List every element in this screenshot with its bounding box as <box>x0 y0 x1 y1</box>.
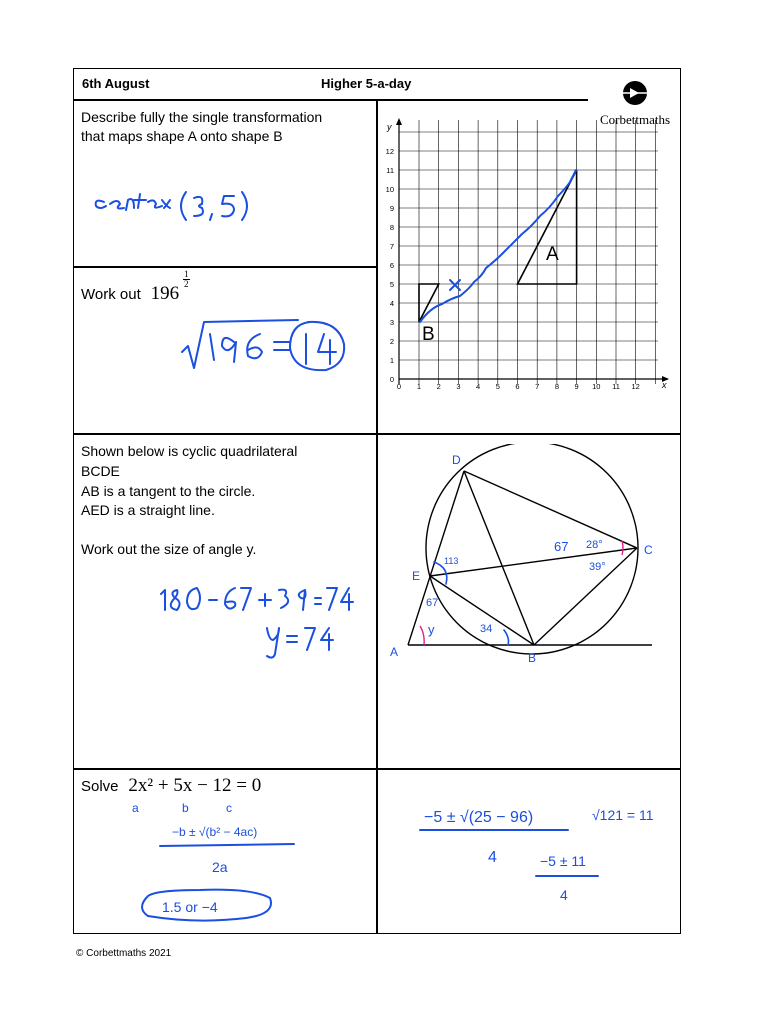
y-tick-2: 2 <box>389 337 394 346</box>
hand-sqrt-121: √121 = 11 <box>592 807 654 823</box>
y-tick-12: 12 <box>385 147 394 156</box>
q4-equation: 2x² + 5x − 12 = 0 <box>128 775 262 796</box>
y-axis-arrow <box>396 118 402 125</box>
angle-39-label: 39° <box>589 561 606 573</box>
hand-right2-top: −5 ± 11 <box>540 853 586 869</box>
q2-question <box>81 269 190 304</box>
angle-28-label: 28° <box>586 539 603 551</box>
angle-arc-b <box>504 630 509 645</box>
q1-question-line1: Describe fully the single transformation <box>81 109 323 125</box>
q2-base: 196 <box>150 283 180 304</box>
x-axis-label: x <box>662 380 667 390</box>
point-a-label: A <box>390 645 399 659</box>
q2-exponent <box>183 270 190 289</box>
point-c-label: C <box>644 543 653 557</box>
chord-ec <box>430 548 637 576</box>
q4-prefix: Solve <box>81 778 119 795</box>
worksheet-title: Higher 5-a-day <box>321 76 412 91</box>
y-tick-0: 0 <box>389 375 394 384</box>
footer <box>76 948 171 959</box>
x-tick-12: 12 <box>631 382 640 391</box>
row-divider-1 <box>74 266 376 268</box>
x-tick-11: 11 <box>612 382 620 391</box>
x-tick-9: 9 <box>574 382 579 391</box>
y-tick-9: 9 <box>389 204 394 213</box>
hand-34: 34 <box>480 623 493 635</box>
q4-handwritten-working-right <box>380 790 680 910</box>
q1-question-line2: that maps shape A onto shape B <box>81 128 283 144</box>
angle-arc-c <box>622 541 623 555</box>
hand-coeff-b: b <box>182 801 189 815</box>
point-d-label: D <box>452 453 461 467</box>
hand-67-at-e: 67 <box>426 597 439 609</box>
x-tick-1: 1 <box>416 382 422 391</box>
hand-coeff-a: a <box>132 801 139 815</box>
q1-handwritten-answer <box>90 188 290 238</box>
y-axis-label: y <box>387 122 392 132</box>
y-tick-8: 8 <box>389 223 394 232</box>
q3-line5: Work out the size of angle y. <box>81 541 257 557</box>
hand-formula-top: −b ± √(b² − 4ac) <box>172 825 258 839</box>
x-tick-5: 5 <box>495 382 500 391</box>
x-tick-2: 2 <box>436 382 441 391</box>
x-tick-3: 3 <box>456 382 461 391</box>
q2-handwritten-answer <box>178 316 368 386</box>
copyright-icon: © <box>76 948 84 959</box>
worksheet-date: 6th August <box>82 76 150 91</box>
hand-formula-bottom: 2a <box>212 859 228 875</box>
y-tick-1: 1 <box>389 356 394 365</box>
angle-arc-a <box>420 626 424 645</box>
circle <box>426 444 638 654</box>
cyclic-quadrilateral-diagram <box>378 444 678 674</box>
q4-handwritten-working <box>76 790 376 940</box>
coordinate-grid <box>378 108 678 408</box>
hand-answer: 1.5 or −4 <box>162 899 218 915</box>
y-tick-3: 3 <box>389 318 394 327</box>
hand-y: y <box>428 622 435 637</box>
header-rule <box>74 99 588 101</box>
hand-right-bottom: 4 <box>488 849 497 866</box>
shape-a-label: A <box>546 244 559 265</box>
y-tick-5: 5 <box>389 280 394 289</box>
hand-67-at-c: 67 <box>554 539 569 554</box>
x-tick-7: 7 <box>535 382 540 391</box>
hand-coeff-c: c <box>226 801 232 815</box>
x-tick-6: 6 <box>515 382 520 391</box>
q3-line4: AED is a straight line. <box>81 502 215 518</box>
q3-line1: Shown below is cyclic quadrilateral <box>81 443 298 459</box>
y-tick-6: 6 <box>389 261 394 270</box>
row-divider-3 <box>74 768 681 770</box>
y-tick-11: 11 <box>386 166 394 175</box>
q3-handwritten-working <box>155 578 355 668</box>
y-tick-7: 7 <box>389 242 394 251</box>
q2-exponent-denominator: 2 <box>184 279 189 289</box>
hand-formula-bar <box>160 844 294 846</box>
y-tick-4: 4 <box>389 299 394 308</box>
logo-wordmark: Corbettmaths <box>599 112 671 127</box>
q3-line3: AB is a tangent to the circle. <box>81 483 256 499</box>
point-b-label: B <box>528 651 537 665</box>
x-tick-4: 4 <box>476 382 481 391</box>
hand-right2-bottom: 4 <box>560 887 568 903</box>
x-tick-8: 8 <box>554 382 559 391</box>
footer-text: Corbettmaths 2021 <box>86 948 172 959</box>
logo-icon <box>620 80 650 106</box>
row-divider-2 <box>74 433 681 435</box>
shape-b-label: B <box>422 324 435 345</box>
x-tick-10: 10 <box>592 382 601 391</box>
hand-113: 113 <box>444 556 459 566</box>
q3-line2: BCDE <box>81 463 120 479</box>
x-tick-0: 0 <box>396 382 402 391</box>
chord-cb <box>534 548 637 645</box>
point-e-label: E <box>412 569 421 583</box>
q2-exponent-numerator: 1 <box>184 269 189 279</box>
y-tick-10: 10 <box>385 185 394 194</box>
hand-right-top: −5 ± √(25 − 96) <box>424 809 534 826</box>
q2-prompt: Work out <box>81 286 141 303</box>
